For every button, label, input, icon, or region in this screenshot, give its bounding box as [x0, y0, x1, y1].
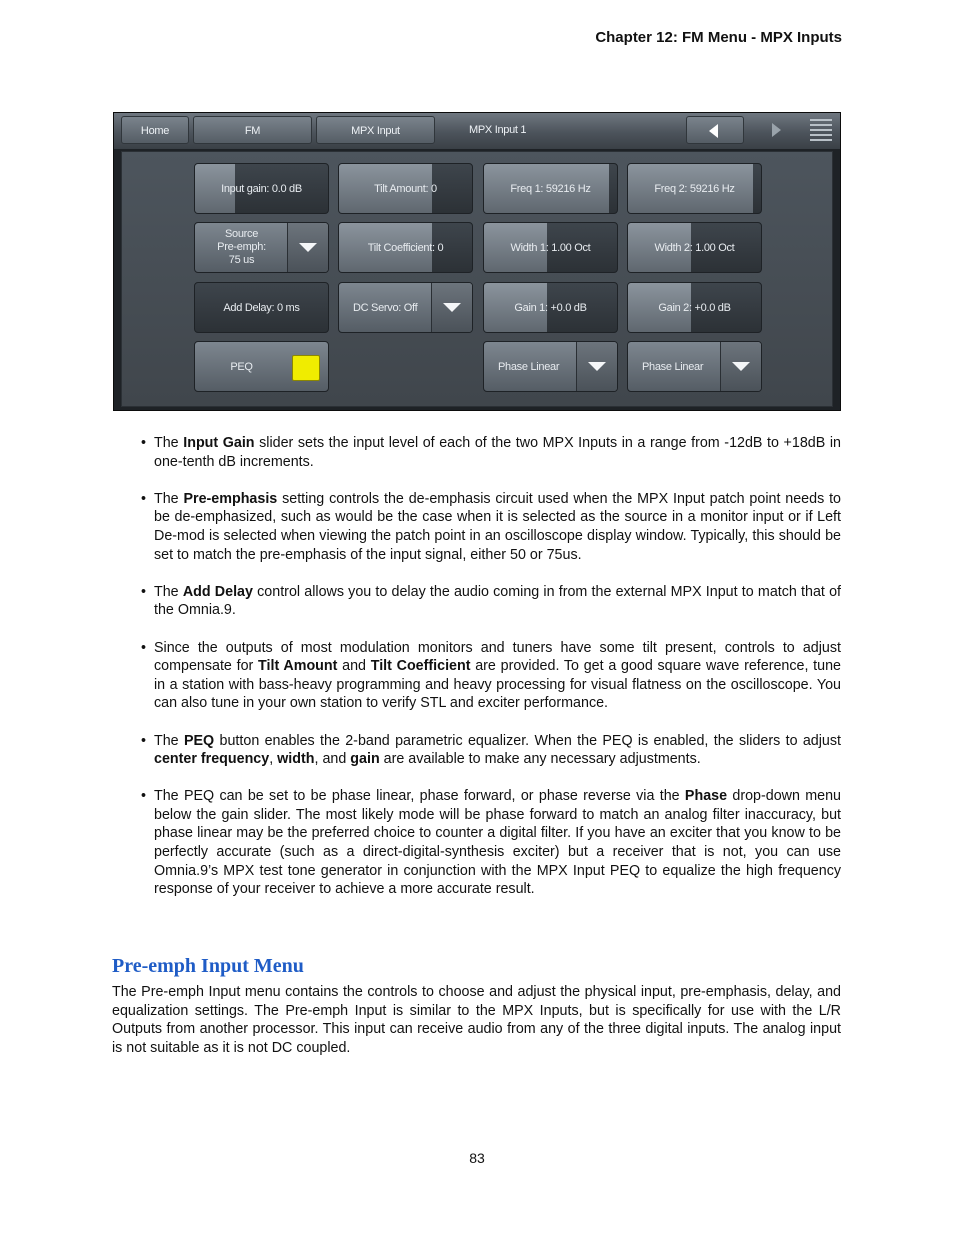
bold-term: center frequency — [154, 751, 270, 768]
bullet-dot: • — [141, 788, 147, 805]
chapter-header: Chapter 12: FM Menu - MPX Inputs — [595, 29, 842, 46]
tab-home[interactable]: Home — [121, 116, 189, 144]
controls-panel — [121, 151, 833, 407]
bold-term: Tilt Coefficient — [370, 658, 471, 675]
source-preemph-line2: Pre-emph: — [217, 241, 266, 253]
dc-servo-label: DC Servo: Off — [353, 301, 418, 314]
bullet-item: • The Add Delay control allows you to delay the audio coming in from the external MPX Input to match that of the Omnia.9. — [141, 583, 841, 619]
forward-button[interactable] — [686, 116, 744, 144]
tilt-coefficient-label: Tilt Coefficient: 0 — [367, 241, 444, 254]
peq-indicator-lamp — [292, 355, 320, 381]
add-delay-label: Add Delay: 0 ms — [223, 301, 300, 314]
gain2-slider[interactable] — [627, 282, 762, 333]
bullet-dot: • — [141, 583, 147, 600]
phase1-dropdown[interactable] — [483, 341, 618, 392]
phase1-label: Phase Linear — [498, 360, 560, 373]
tab-fm[interactable]: FM — [193, 116, 312, 144]
tab-mpx-input[interactable]: MPX Input — [316, 116, 435, 144]
bullet-item: • The Input Gain slider sets the input level of each of the two MPX Inputs in a range from -12dB to +18dB in one-tenth dB increments. — [141, 435, 842, 470]
bold-term: Tilt Amount — [258, 658, 338, 675]
menu-icon[interactable] — [810, 119, 832, 143]
chevron-down-icon[interactable] — [287, 223, 328, 272]
source-preemph-dropdown[interactable] — [194, 222, 329, 273]
phase2-dropdown[interactable] — [627, 341, 762, 392]
mpx-input-screenshot — [113, 112, 841, 411]
chevron-down-icon[interactable] — [720, 342, 761, 391]
add-delay-slider[interactable] — [194, 282, 329, 333]
freq2-label: Freq 2: 59216 Hz — [654, 182, 735, 195]
gain1-label: Gain 1: +0.0 dB — [514, 301, 587, 314]
section-paragraph: The Pre-emph Input menu contains the controls to choose and adjust the physical input, pre-emphasis, delay, and equalization settings. The Pre-emph Input is similar to the MPX Inputs, but is specifically for use with the L/R Outputs from another processor. This input can receive audio from any of the three digital inputs. The analog input is not suitable as it is not DC coupled. — [112, 984, 841, 1056]
bold-term: PEQ — [183, 732, 215, 749]
width1-slider[interactable] — [483, 222, 618, 273]
source-preemph-label — [195, 223, 288, 272]
bold-term: width — [277, 751, 315, 768]
bullet-dot: • — [141, 490, 147, 507]
bold-term: gain — [350, 751, 380, 768]
tab-mpx-input-1: MPX Input 1 — [469, 124, 527, 136]
input-gain-slider[interactable] — [194, 163, 329, 214]
source-preemph-line1: Source — [224, 228, 259, 240]
width1-label: Width 1: 1.00 Oct — [510, 241, 591, 254]
gain1-slider[interactable] — [483, 282, 618, 333]
bold-term: Add Delay — [182, 583, 253, 600]
freq1-slider[interactable] — [483, 163, 618, 214]
input-gain-label: Input gain: 0.0 dB — [221, 182, 302, 195]
width2-slider[interactable] — [627, 222, 762, 273]
right-arrow-icon — [772, 123, 781, 137]
bold-term: Input Gain — [183, 435, 255, 451]
bullet-dot: • — [141, 639, 147, 656]
bullet-dot: • — [141, 435, 147, 451]
peq-button[interactable] — [194, 341, 329, 392]
tilt-coefficient-slider[interactable] — [338, 222, 473, 273]
bold-term: Phase — [684, 788, 728, 805]
bullet-list — [112, 434, 841, 917]
phase2-label: Phase Linear — [642, 360, 704, 373]
bullet-item: • The PEQ button enables the 2-band parametric equalizer. When the PEQ is enabled, the sliders to adjust center frequency, width, and gain are available to make any necessary adjustments. — [141, 732, 842, 768]
bold-term: Pre-emphasis — [183, 490, 278, 507]
tilt-amount-label: Tilt Amount: 0 — [374, 182, 437, 195]
tilt-amount-slider[interactable] — [338, 163, 473, 214]
section-heading: Pre-emph Input Menu — [112, 955, 304, 977]
width2-label: Width 2: 1.00 Oct — [654, 241, 735, 254]
bullet-item: • Since the outputs of most modulation monitors and tuners have some tilt present, controls to adjust compensate for Tilt Amount and Tilt Coefficient are provided. To get a good square wave reference, tune in a station with bass-heavy programming and heavy processing for visual flatness on the oscilloscope. You can also tune in your own station to verify STL and exciter performance. — [141, 639, 841, 712]
gain2-label: Gain 2: +0.0 dB — [658, 301, 731, 314]
freq2-slider[interactable] — [627, 163, 762, 214]
dc-servo-dropdown[interactable] — [338, 282, 473, 333]
chevron-down-icon[interactable] — [576, 342, 617, 391]
bullet-item: • The Pre-emphasis setting controls the de-emphasis circuit used when the MPX Input patch point needs to be de-emphasized, such as would be the case when it is selected as the source in a monitor input or if Left De-mod is selected when viewing the patch point in an oscilloscope display window. Typically, this should be set to match the pre-emphasis of the input signal, either 50 or 75us. — [141, 490, 841, 563]
freq1-label: Freq 1: 59216 Hz — [510, 182, 591, 195]
source-preemph-line3: 75 us — [228, 254, 255, 266]
chevron-down-icon[interactable] — [431, 283, 472, 332]
peq-label: PEQ — [230, 360, 253, 373]
bullet-dot: • — [141, 732, 147, 749]
bullet-item: • The PEQ can be set to be phase linear, phase forward, or phase reverse via the Phase drop-down menu below the gain slider. The most likely mode will be phase forward to match an analog filter inaccuracy, but phase linear may be the preferred choice to counter a digital filter. If you have an exciter that you know to be perfectly accurate (such as a direct-digital-synthesis exciter) but a receiver that is not, you can use Omnia.9’s MPX test tone generator in conjunction with the MPX Input PEQ to equalize the high frequency response of your receiver to achieve a more accurate result. — [141, 788, 841, 898]
page-number: 83 — [469, 1150, 485, 1166]
top-nav-bar — [114, 113, 840, 149]
